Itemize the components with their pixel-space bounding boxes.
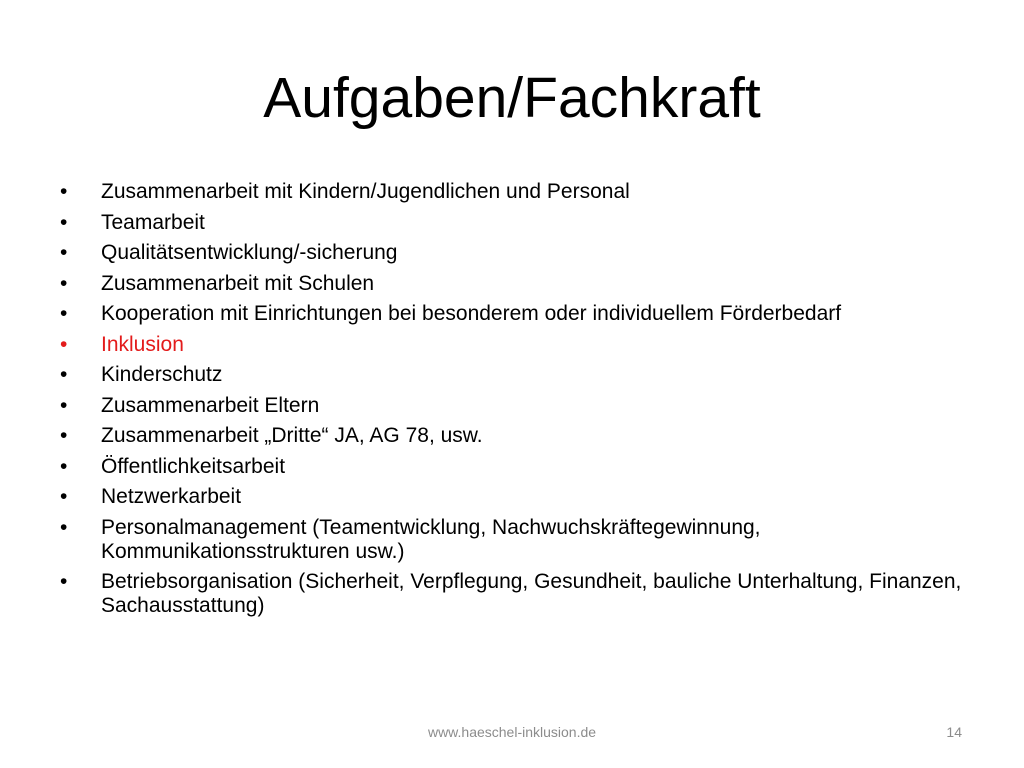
list-item (60, 363, 980, 387)
bullet-icon: • (60, 485, 68, 508)
list-item (60, 455, 980, 479)
list-item-text: Zusammenarbeit „Dritte“ JA, AG 78, usw. (101, 424, 483, 447)
list-item-text: Zusammenarbeit Eltern (101, 393, 320, 417)
list-item (60, 570, 980, 618)
footer-url: www.haeschel-inklusion.de (427, 724, 597, 740)
list-item-text: Qualitätsentwicklung/-sicherung (101, 241, 398, 264)
bullet-icon: • (60, 393, 68, 417)
bullet-icon: • (60, 271, 68, 295)
list-item-text: Kinderschutz (101, 363, 223, 386)
bullet-list (60, 180, 980, 625)
bullet-icon: • (60, 210, 68, 234)
list-item (60, 394, 980, 418)
bullet-icon: • (60, 454, 68, 478)
list-item-text: Inklusion (101, 332, 184, 356)
list-item-text: Betriebsorganisation (Sicherheit, Verpflegung, Gesundheit, bauliche Unterhaltung, Finanzen, Sachausstattung) (101, 570, 962, 617)
list-item (60, 516, 980, 564)
list-item (60, 272, 980, 296)
list-item (60, 180, 980, 204)
bullet-icon: • (60, 302, 68, 325)
bullet-icon: • (60, 570, 68, 593)
bullet-icon: • (60, 241, 68, 264)
list-item-text: Teamarbeit (101, 210, 205, 234)
page-number: 14 (946, 724, 962, 740)
list-item (60, 424, 980, 448)
list-item (60, 302, 980, 326)
list-item-text: Netzwerkarbeit (101, 485, 242, 508)
list-item (60, 241, 980, 265)
slide-title: Aufgaben/Fachkraft (263, 66, 761, 130)
bullet-icon: • (60, 180, 68, 203)
list-item-text: Personalmanagement (Teamentwicklung, Nachwuchskräftegewinnung, Kommunikationsstrukturen usw.) (101, 515, 761, 563)
list-item-highlighted (60, 333, 980, 357)
list-item-text: Öffentlichkeitsarbeit (101, 454, 286, 478)
list-item-text: Kooperation mit Einrichtungen bei besonderem oder individuellem Förderbedarf (101, 302, 842, 325)
list-item-text: Zusammenarbeit mit Kindern/Jugendlichen und Personal (101, 180, 630, 203)
bullet-icon: • (60, 363, 68, 386)
bullet-icon: • (60, 332, 68, 356)
list-item-text: Zusammenarbeit mit Schulen (101, 271, 375, 295)
bullet-icon: • (60, 515, 68, 539)
bullet-icon: • (60, 424, 68, 447)
list-item (60, 211, 980, 235)
list-item (60, 485, 980, 509)
